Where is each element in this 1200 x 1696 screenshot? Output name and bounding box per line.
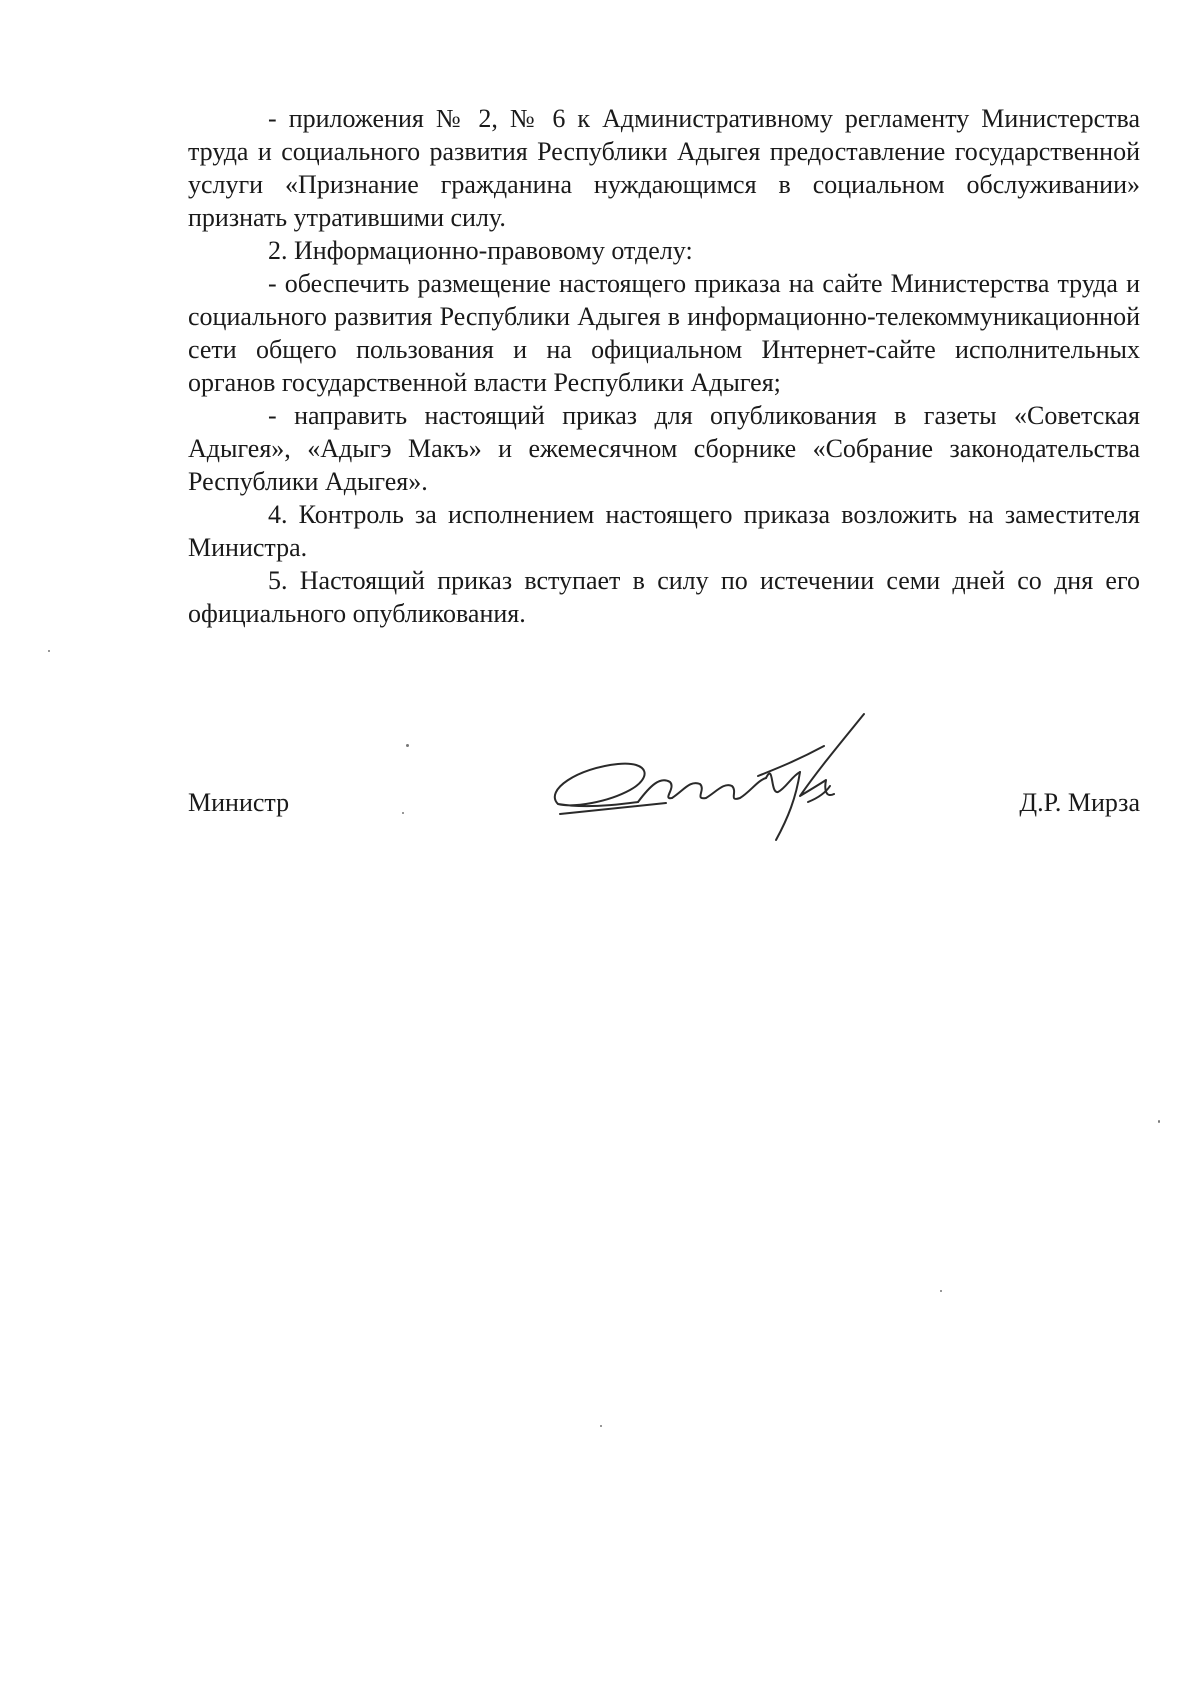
scan-speck: [1158, 1120, 1160, 1123]
paragraph-annex-repeal: - приложения № 2, № 6 к Административному регламенту Министерства труда и социального развития Республики Адыгея предоставление государственной услуги «Признание гражданина нуждающимся в социальном обслуживании» признать утратившими силу.: [188, 104, 1140, 232]
paragraph-effective-date: 5. Настоящий приказ вступает в силу по истечении семи дней со дня его официального опубликования.: [188, 566, 1140, 628]
paragraph-control: 4. Контроль за исполнением настоящего приказа возложить на заместителя Министра.: [188, 500, 1140, 562]
signatory-title: Министр: [188, 788, 290, 817]
paragraph-website-publication: - обеспечить размещение настоящего приказа на сайте Министерства труда и социального развития Республики Адыгея в информационно-телекоммуникационной сети общего пользования и на официальном Интернет-сайте исполнительных органов государственной власти Республики Адыгея;: [188, 269, 1140, 397]
paragraph-newspaper-publication: - направить настоящий приказ для опубликования в газеты «Советская Адыгея», «Адыгэ Макъ» и ежемесячном сборнике «Собрание законодательства Республики Адыгея».: [188, 401, 1140, 496]
scan-speck: [402, 812, 404, 814]
paragraph-legal-department: 2. Информационно-правовому отделу:: [268, 236, 693, 265]
handwritten-signature: [538, 706, 938, 866]
document-body: [188, 102, 1140, 630]
scan-speck: [406, 744, 409, 747]
signatory-name: Д.Р. Мирза: [1019, 788, 1140, 817]
scan-speck: [600, 1425, 602, 1427]
scan-speck: [940, 1290, 942, 1292]
scan-speck: [48, 650, 50, 652]
